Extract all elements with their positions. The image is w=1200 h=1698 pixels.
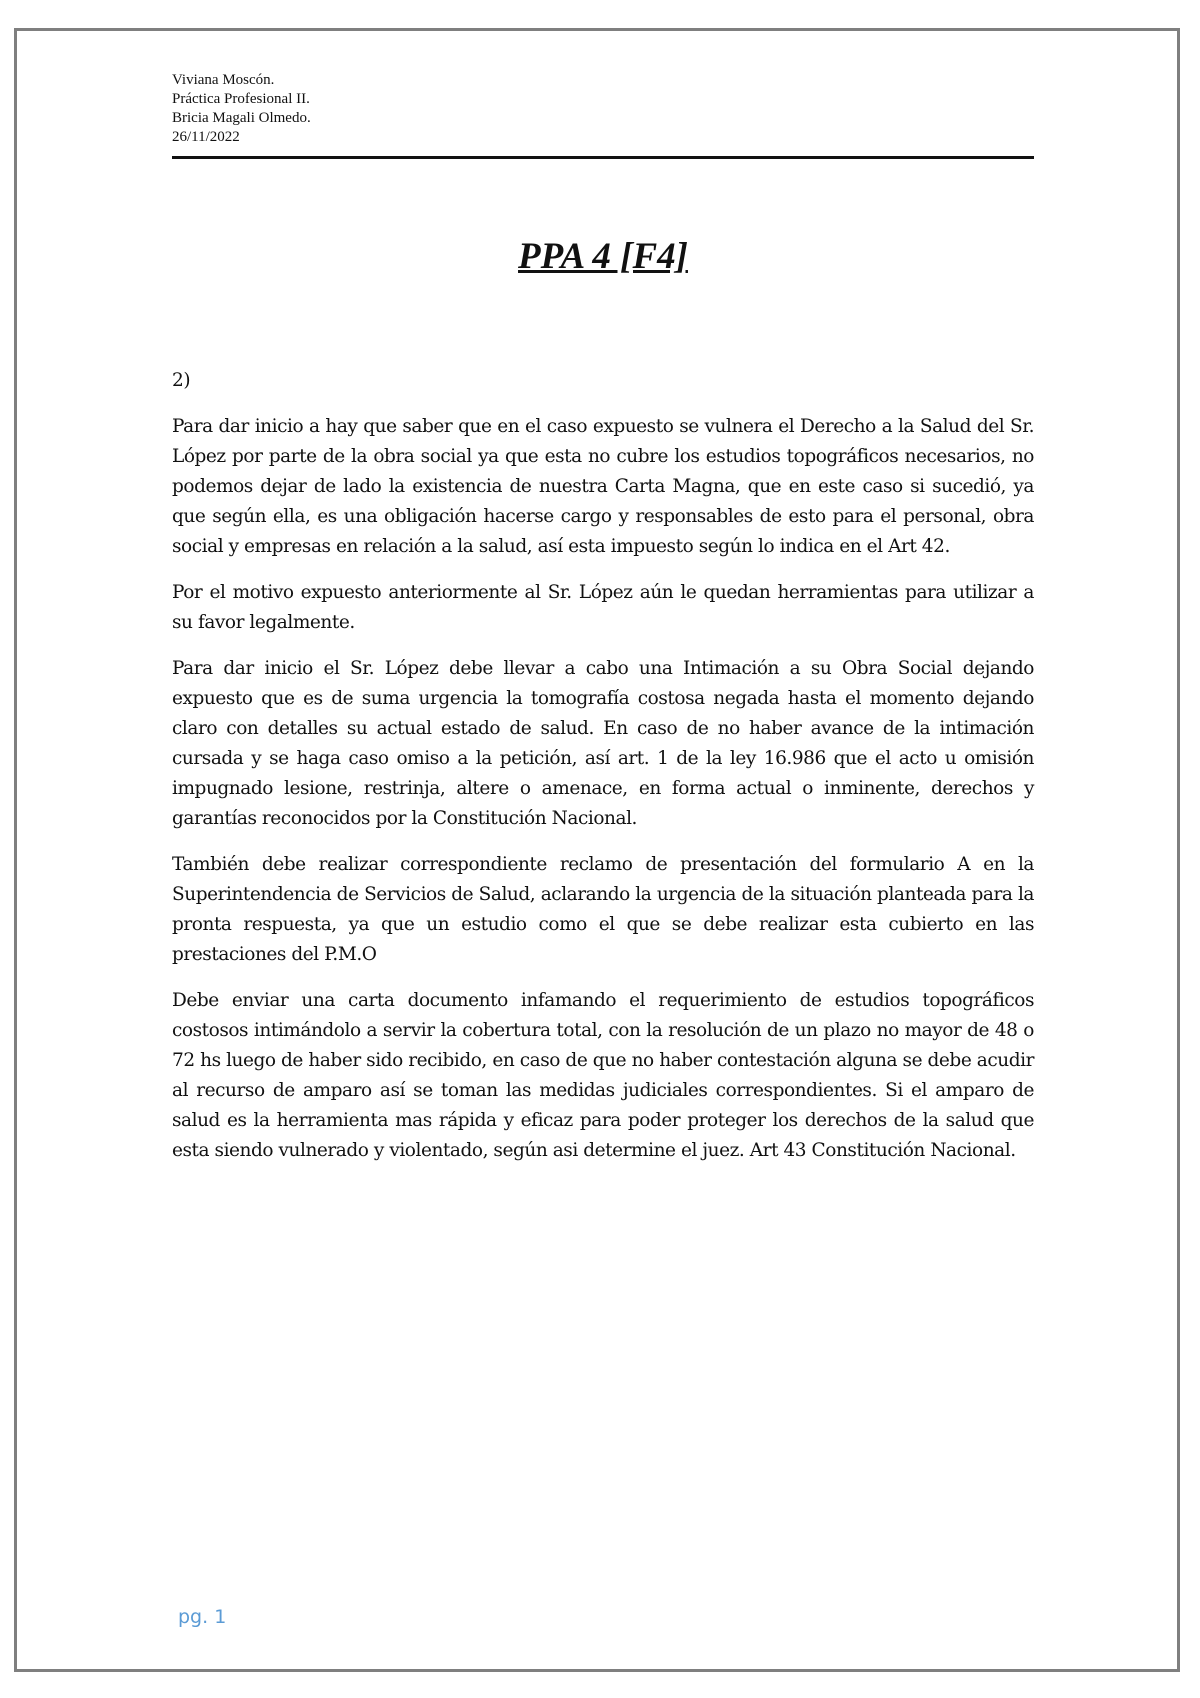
paragraph-4: También debe realizar correspondiente reclamo de presentación del formulario A en la Superintendencia de Servicios de Salud, aclarando la urgencia de la situación planteada para la pronta respuesta, ya que un estudio como el que se debe realizar esta cubierto en las prestaciones del P.M.O [172,854,1034,965]
paragraph-2: Por el motivo expuesto anteriormente al Sr. López aún le quedan herramientas para utilizar a su favor legalmente. [172,582,1034,633]
document-header [172,71,1034,147]
paragraph-5: Debe enviar una carta documento infamando el requerimiento de estudios topográficos costosos intimándolo a servir la cobertura total, con la resolución de un plazo no mayor de 48 o 72 hs luego de haber sido recibido, en caso de que no haber contestación alguna se debe acudir al recurso de amparo así se toman las medidas judiciales correspondientes. Si el amparo de salud es la herramienta mas rápida y eficaz para poder proteger los derechos de la salud que esta siendo vulnerado y violentado, según asi determine el juez. Art 43 Constitución Nacional. [172,990,1034,1161]
question-number: 2) [172,370,191,391]
header-student: Bricia Magali Olmedo. [172,110,311,126]
header-author: Viviana Moscón. [172,72,275,88]
document-body [172,366,1034,1182]
page-title: PPA 4 [F4] [518,236,688,277]
paragraph-3: Para dar inicio el Sr. López debe llevar a cabo una Intimación a su Obra Social dejando expuesto que es de suma urgencia la tomografía costosa negada hasta el momento dejando claro con detalles su actual estado de salud. En caso de no haber avance de la intimación cursada y se haga caso omiso a la petición, así art. 1 de la ley 16.986 que el acto u omisión impugnado lesione, restrinja, altere o amenace, en forma actual o inminente, derechos y garantías reconocidos por la Constitución Nacional. [172,658,1034,829]
header-date: 26/11/2022 [172,129,240,145]
header-divider [172,156,1034,159]
page-number: pg. 1 [178,1606,227,1628]
paragraph-1: Para dar inicio a hay que saber que en el caso expuesto se vulnera el Derecho a la Salud del Sr. López por parte de la obra social ya que esta no cubre los estudios topográficos necesarios, no podemos dejar de lado la existencia de nuestra Carta Magna, que en este caso si sucedió, ya que según ella, es una obligación hacerse cargo y responsables de esto para el personal, obra social y empresas en relación a la salud, así esta impuesto según lo indica en el Art 42. [172,416,1034,557]
header-course: Práctica Profesional II. [172,91,310,107]
